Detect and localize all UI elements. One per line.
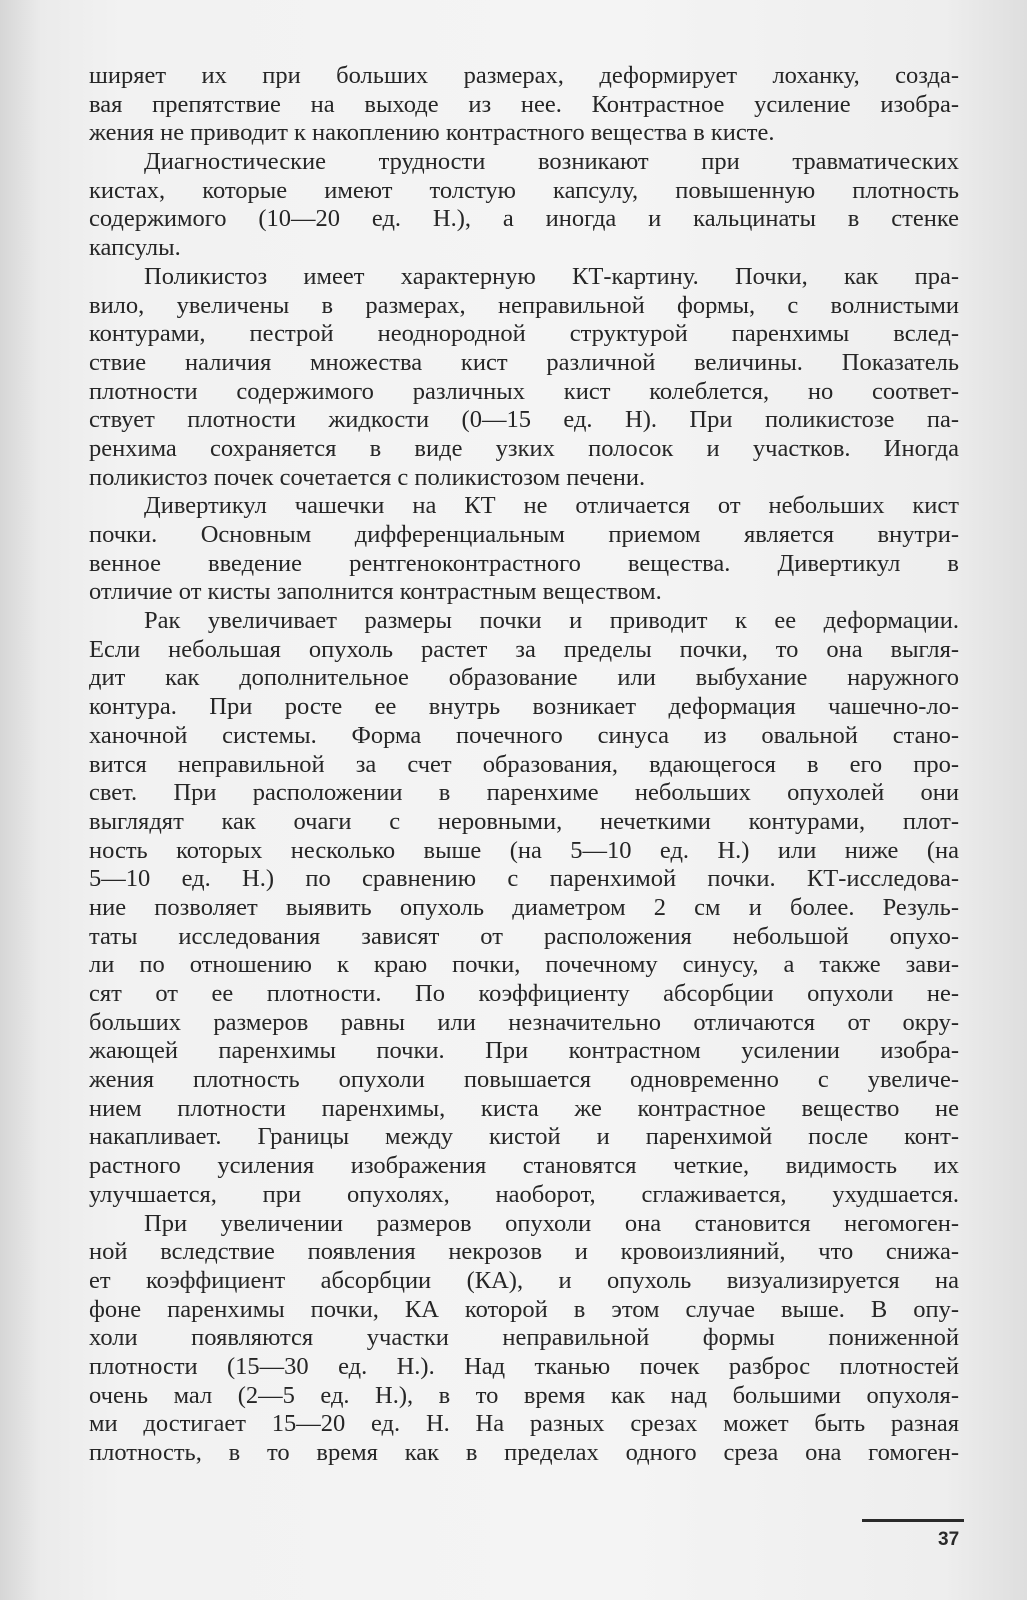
page-number: 37	[938, 1529, 960, 1550]
text-line: жающей паренхимы почки. При контрастном усилении изобра-	[89, 1037, 959, 1065]
text-line: ханочной системы. Форма почечного синуса из овальной стано-	[89, 721, 959, 749]
text-line: нием плотности паренхимы, киста же контрастное вещество не	[89, 1094, 959, 1122]
text-line: накапливает. Границы между кистой и паренхимой после конт-	[89, 1123, 959, 1151]
text-line: ной вследствие появления некрозов и кровоизлияний, что снижа-	[89, 1238, 959, 1266]
text-line: растного усиления изображения становятся четкие, видимость их	[89, 1152, 959, 1180]
text-line: холи появляются участки неправильной формы пониженной	[89, 1324, 959, 1352]
text-line: венное введение рентгеноконтрастного вещества. Дивертикул в	[89, 549, 959, 577]
text-line: контурами, пестрой неоднородной структурой паренхимы вслед-	[89, 320, 959, 348]
text-line: фоне паренхимы почки, КА которой в этом случае выше. В опу-	[89, 1295, 959, 1323]
text-line: ствие наличия множества кист различной величины. Показатель	[89, 348, 959, 376]
text-line: дит как дополнительное образование или выбухание наружного	[89, 664, 959, 692]
text-line: ет коэффициент абсорбции (КА), и опухоль визуализируется на	[89, 1266, 959, 1294]
text-line: свет. При расположении в паренхиме небольших опухолей они	[89, 779, 959, 807]
text-line: улучшается, при опухолях, наоборот, сглаживается, ухудшается.	[89, 1180, 959, 1208]
text-line: 5—10 ед. Н.) по сравнению с паренхимой почки. КТ-исследова-	[89, 865, 959, 893]
text-line: очень мал (2—5 ед. Н.), в то время как над большими опухоля-	[89, 1381, 959, 1409]
text-line: При увеличении размеров опухоли она становится негомоген-	[144, 1209, 959, 1237]
text-line: плотность, в то время как в пределах одного среза она гомоген-	[89, 1439, 959, 1466]
text-line: сят от ее плотности. По коэффициенту абсорбции опухоли не-	[89, 980, 959, 1007]
text-line: выглядят как очаги с неровными, нечеткими контурами, плот-	[89, 807, 959, 835]
text-line: ние позволяет выявить опухоль диаметром 2 см и более. Резуль-	[89, 893, 959, 921]
text-line: больших размеров равны или незначительно отличаются от окру-	[89, 1008, 959, 1036]
body-text	[89, 62, 959, 1468]
text-line: плотности содержимого различных кист колеблется, но соответ-	[89, 377, 959, 405]
text-line: жения не приводит к накоплению контрастного вещества в кисте.	[89, 119, 775, 147]
text-line: вая препятствие на выходе из нее. Контрастное усиление изобра-	[89, 90, 959, 118]
text-line: поликистоз почек сочетается с поликистозом печени.	[89, 463, 646, 491]
text-line: Диагностические трудности возникают при травматических	[144, 148, 959, 176]
text-line: ли по отношению к краю почки, почечному синусу, а также зави-	[89, 951, 959, 979]
text-line: плотности (15—30 ед. Н.). Над тканью почек разброс плотностей	[89, 1352, 959, 1380]
text-line: ширяет их при больших размерах, деформирует лоханку, созда-	[89, 62, 959, 89]
text-line: ренхима сохраняется в виде узких полосок и участков. Иногда	[89, 434, 959, 462]
text-line: вится неправильной за счет образования, вдающегося в его про-	[89, 750, 959, 778]
text-line: отличие от кисты заполнится контрастным веществом.	[89, 578, 662, 606]
text-line: жения плотность опухоли повышается одновременно с увеличе-	[89, 1066, 959, 1094]
text-line: ствует плотности жидкости (0—15 ед. Н). При поликистозе па-	[89, 406, 959, 434]
footer-rule	[862, 1519, 964, 1522]
text-line: Рак увеличивает размеры почки и приводит к ее деформации.	[144, 607, 959, 635]
text-line: ми достигает 15—20 ед. Н. На разных срезах может быть разная	[89, 1410, 959, 1438]
text-line: вило, увеличены в размерах, неправильной формы, с волнистыми	[89, 291, 959, 319]
text-line: почки. Основным дифференциальным приемом является внутри-	[89, 521, 959, 548]
text-line: ность которых несколько выше (на 5—10 ед. Н.) или ниже (на	[89, 836, 959, 864]
text-line: капсулы.	[89, 234, 181, 262]
text-line: содержимого (10—20 ед. Н.), а иногда и кальцинаты в стенке	[89, 205, 959, 233]
text-line: Дивертикул чашечки на КТ не отличается от небольших кист	[144, 492, 959, 520]
text-line: таты исследования зависят от расположения небольшой опухо-	[89, 922, 959, 950]
text-line: контура. При росте ее внутрь возникает деформация чашечно-ло-	[89, 693, 959, 721]
text-line: Если небольшая опухоль растет за пределы почки, то она выгля-	[89, 635, 959, 663]
text-line: Поликистоз имеет характерную КТ-картину. Почки, как пра-	[144, 262, 959, 290]
text-line: кистах, которые имеют толстую капсулу, повышенную плотность	[89, 176, 959, 204]
